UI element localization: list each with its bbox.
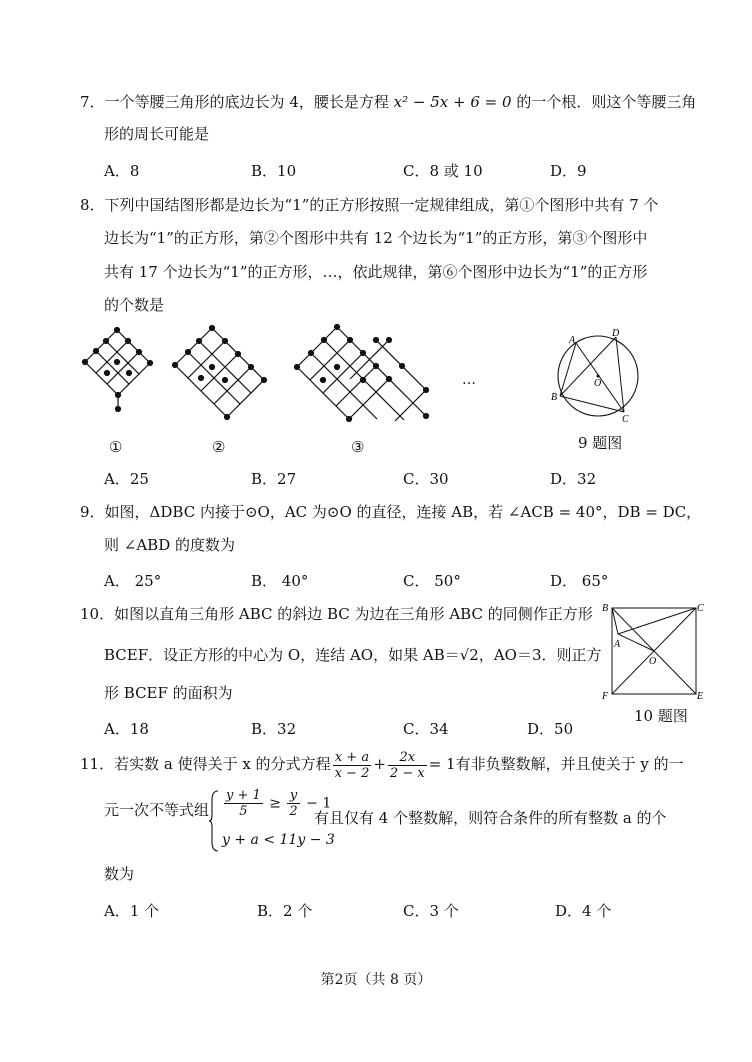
q8-option-b: B．27: [251, 470, 297, 488]
knot-label-3: ③: [351, 438, 365, 456]
ineq1-tail: − 1: [306, 795, 332, 812]
q10-line3: 形 BCEF 的面积为: [104, 684, 233, 702]
q11-option-d: D．4 个: [555, 902, 612, 920]
q8-option-d: D．32: [550, 470, 597, 488]
q8-option-c: C．30: [403, 470, 449, 488]
q11-text-b: 有非负整数解，并且使关于 y 的一: [455, 755, 684, 773]
q8-line3: 共有 17 个边长为“1”的正方形，…，依此规律，第⑥个图形中边长为“1”的正方形: [104, 263, 648, 281]
fig9-point-c: C: [622, 414, 629, 425]
fig10-point-b: B: [602, 603, 609, 614]
fig9-point-d: D: [612, 328, 620, 339]
figure-10-caption: 10 题图: [634, 707, 688, 725]
q11-equals-one: = 1: [428, 755, 456, 773]
q10-option-b: B．32: [251, 720, 297, 738]
q11-text-a: 11．若实数 a 使得关于 x 的分式方程: [80, 755, 331, 773]
fig10-point-a: A: [614, 639, 621, 650]
q7-option-c: C．8 或 10: [403, 162, 483, 180]
q11-frac2-numerator: 2x: [388, 750, 427, 766]
q7-option-b: B．10: [251, 162, 297, 180]
q11-option-c: C．3 个: [403, 902, 459, 920]
q7-text-a: 7．一个等腰三角形的底边长为 4，腰长是方程: [80, 93, 389, 111]
q10-line2: BCEF．设正方形的中心为 O，连结 AO，如果 AB＝√2，AO＝3．则正方: [104, 646, 602, 664]
fig10-point-o: O: [649, 656, 657, 667]
q11-fraction-2: [388, 750, 427, 781]
q11-fraction-1: [333, 750, 372, 781]
fig10-point-e: E: [697, 691, 704, 702]
knot-label-1: ①: [109, 438, 123, 456]
fig9-point-b: B: [551, 392, 558, 403]
q8-option-a: A．25: [104, 470, 149, 488]
q11-line2-suffix: 有且仅有 4 个整数解，则符合条件的所有整数 a 的个: [314, 809, 667, 827]
q10-option-d: D．50: [527, 720, 574, 738]
q10-line1: 10．如图以直角三角形 ABC 的斜边 BC 为边在三角形 ABC 的同侧作正方形: [80, 605, 593, 623]
q11-option-b: B．2 个: [257, 902, 313, 920]
q7-option-a: A．8: [104, 162, 140, 180]
q9-line1: 9．如图，ΔDBC 内接于⊙O，AC 为⊙O 的直径，连接 AB，若 ∠ACB = 40°，DB = DC，: [80, 503, 702, 521]
ineq1-rhs-numerator: y: [287, 788, 299, 804]
figure-10-square-diagram: [598, 600, 708, 700]
q9-option-a: A． 25°: [104, 572, 162, 590]
q11-frac1-denominator: x − 2: [334, 765, 370, 781]
inequality-2: y + a < 11y − 3: [222, 832, 335, 848]
fig9-point-a: A: [569, 335, 576, 346]
q7-line1: [80, 92, 696, 112]
knot-figure-1: [80, 325, 155, 415]
ineq1-geq: ≥: [269, 795, 281, 812]
ineq1-rhs-fraction: [287, 788, 299, 819]
q9-option-b: B． 40°: [251, 572, 309, 590]
q8-line4: 的个数是: [104, 296, 165, 314]
fig10-point-f: F: [602, 691, 609, 702]
q7-equation: x² − 5x + 6 = 0: [393, 93, 512, 111]
knot-figure-2: [170, 325, 270, 415]
knot-ellipsis: …: [462, 372, 476, 388]
q11-frac1-numerator: x + a: [333, 750, 372, 766]
q8-line1: 8．下列中国结图形都是边长为“1”的正方形按照一定规律组成，第①个图形中共有 7 个: [80, 196, 659, 214]
q10-option-a: A．18: [104, 720, 149, 738]
inequality-brace: [209, 790, 219, 852]
ineq1-lhs-numerator: y + 1: [226, 788, 261, 803]
ineq1-rhs-denominator: 2: [289, 804, 298, 819]
q9-line2: 则 ∠ABD 的度数为: [104, 536, 235, 554]
q10-option-c: C．34: [403, 720, 449, 738]
q11-plus: +: [373, 755, 386, 773]
knot-figure-3: [292, 325, 432, 415]
q11-option-a: A．1 个: [104, 902, 160, 920]
figure-9-circle-diagram: [548, 328, 658, 428]
q7-text-b: 的一个根．则这个等腰三角: [516, 93, 697, 111]
fig10-point-c: C: [697, 603, 704, 614]
figure-9-caption: 9 题图: [578, 434, 623, 452]
ineq1-lhs-fraction: [224, 788, 263, 819]
q7-option-d: D．9: [550, 162, 587, 180]
q9-option-c: C． 50°: [403, 572, 461, 590]
q9-option-d: D． 65°: [550, 572, 609, 590]
q11-frac2-denominator: 2 − x: [389, 765, 425, 781]
page-footer: 第2页（共 8 页）: [320, 972, 432, 988]
knot-label-2: ②: [212, 438, 226, 456]
ineq1-lhs-denominator: 5: [239, 804, 248, 819]
q8-line2: 边长为“1”的正方形，第②个图形中共有 12 个边长为“1”的正方形，第③个图形中: [104, 229, 648, 247]
fig9-point-o: O: [594, 378, 602, 389]
q7-line2: 形的周长可能是: [104, 125, 210, 143]
q11-line3: 数为: [104, 865, 135, 883]
q11-line2-prefix: 元一次不等式组: [104, 801, 210, 819]
q11-line1: [80, 746, 684, 782]
